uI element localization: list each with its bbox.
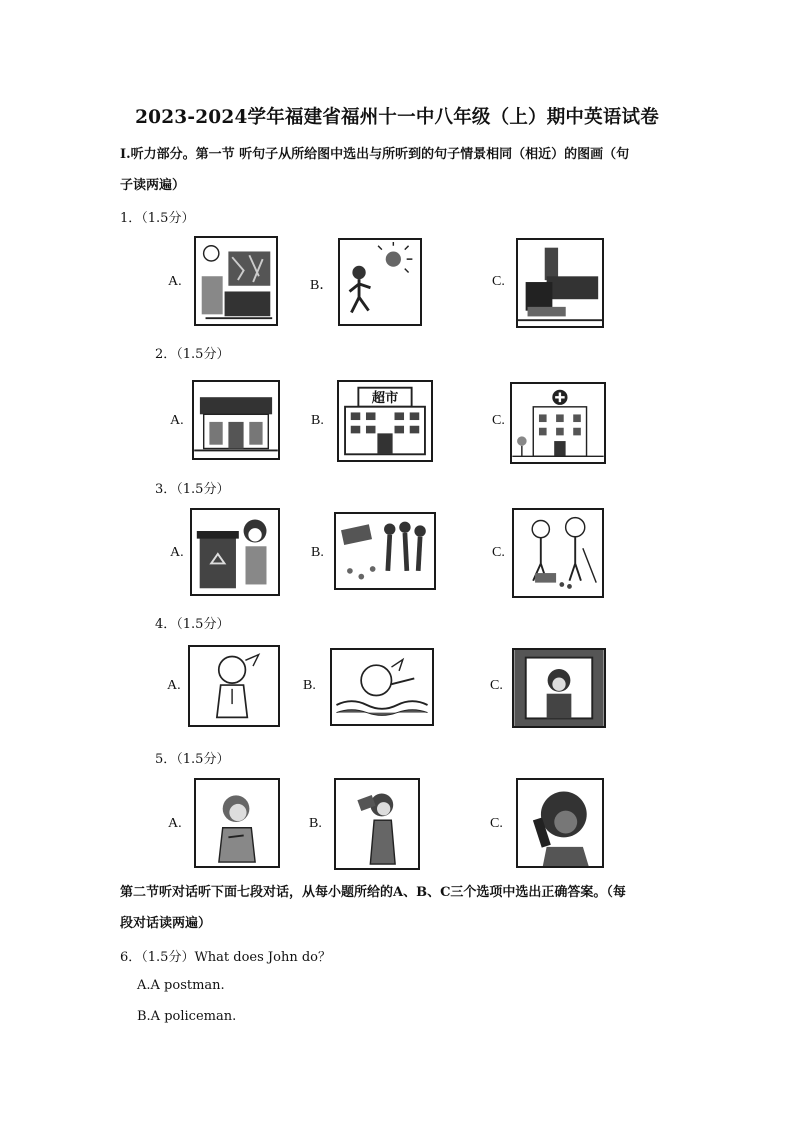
crowd-litter-illustration [336,514,434,588]
q4-image-b[interactable] [330,648,434,726]
q2-image-b[interactable] [337,380,433,462]
q5-image-c[interactable] [516,778,604,868]
q2b-sign-text: 超市 [371,390,399,406]
q3-option-c[interactable]: C. [492,545,505,560]
question-1-label: 1．（1.5分） [120,211,195,226]
q1-image-b[interactable] [338,238,422,326]
q5-option-c[interactable]: C. [490,816,503,831]
q1-option-b[interactable]: B． [310,278,334,293]
bed-bedroom-illustration [518,240,602,326]
q5-image-b[interactable] [334,778,420,870]
girl-swimming-illustration [332,650,432,724]
q2-option-a[interactable]: A. [170,413,184,428]
question-5-label: 5．（1.5分） [155,752,230,767]
q4-option-a[interactable]: A. [167,678,181,693]
supermarket-building-illustration [339,382,431,460]
q5-option-a[interactable]: A. [168,816,182,831]
q2-image-a[interactable] [192,380,280,460]
man-eating-illustration [336,780,418,868]
q6-option-a[interactable]: A.A postman. [137,978,225,993]
hospital-building-illustration [512,384,604,462]
question-2-label: 2．（1.5分） [155,347,230,362]
section1-instruction-line1: Ⅰ.听力部分。第一节 听句子从所给图中选出与所听到的句子情景相同（相近）的图画（句 [120,147,630,162]
sick-woman-illustration [196,780,278,866]
q3-option-a[interactable]: A. [170,545,184,560]
girl-window-illustration [514,650,604,726]
section2-instruction-line2: 段对话读两遍） [120,916,212,931]
section2-instruction-line1: 第二节听对话听下面七段对话，从每小题所给的A、B、C三个选项中选出正确答案。（每 [120,885,626,900]
q4-option-b[interactable]: B. [303,678,316,693]
q1-option-c[interactable]: C. [492,274,505,289]
kids-cleaning-illustration [514,510,602,596]
curly-hair-person-phone-illustration [518,780,602,866]
q2-option-c[interactable]: C. [492,413,505,428]
q4-image-a[interactable] [188,645,280,727]
q3-option-b[interactable]: B. [311,545,324,560]
recycle-bin-girl-illustration [192,510,278,594]
q2-image-c[interactable] [510,382,606,464]
section1-instruction-line2: 子读两遍） [120,178,186,193]
question-3-label: 3．（1.5分） [155,482,230,497]
q4-image-c[interactable] [512,648,606,728]
q5-option-b[interactable]: B. [309,816,322,831]
messy-room-illustration [196,238,276,324]
q3-image-c[interactable] [512,508,604,598]
q6-option-b[interactable]: B.A policeman. [137,1009,237,1024]
q3-image-b[interactable] [334,512,436,590]
question-4-label: 4．（1.5分） [155,617,230,632]
q5-image-a[interactable] [194,778,280,868]
question-6-stem: 6．（1.5分）What does John do？ [120,950,331,965]
running-boy-sun-illustration [340,240,420,324]
q3-image-a[interactable] [190,508,280,596]
q4-option-c[interactable]: C. [490,678,503,693]
shop-building-illustration [194,382,278,458]
page-title: 2023-2024学年福建省福州十一中八年级（上）期中英语试卷 [135,107,659,128]
girl-pointing-illustration [190,647,278,725]
q1-image-a[interactable] [194,236,278,326]
q1-option-a[interactable]: A. [168,274,182,289]
q2-option-b[interactable]: B. [311,413,324,428]
q1-image-c[interactable] [516,238,604,328]
